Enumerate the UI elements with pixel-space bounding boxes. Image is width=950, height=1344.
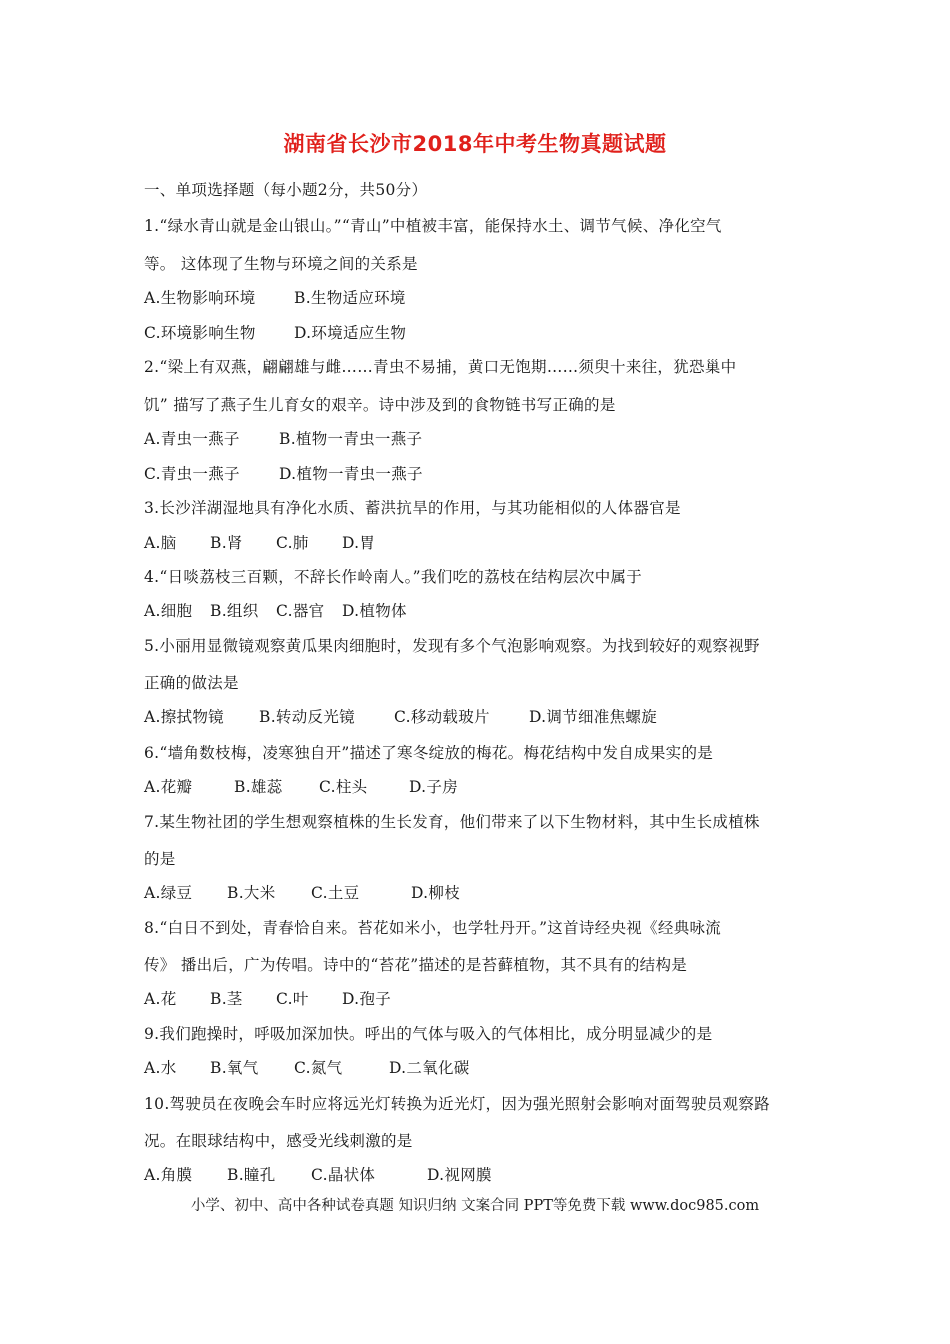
answer-option: B.茎: [210, 990, 243, 1008]
answer-option: B.生物适应环境: [294, 289, 406, 307]
answer-option: A.角膜: [144, 1166, 193, 1184]
answer-option: C.青虫一燕子: [144, 465, 240, 483]
question-stem: 6.“墙角数枝梅，凌寒独自开”描述了寒冬绽放的梅花。梅花结构中发自成果实的是: [144, 744, 714, 762]
question-stem: 3.长沙洋湖湿地具有净化水质、蓄洪抗旱的作用，与其功能相似的人体器官是: [144, 499, 681, 517]
question-stem: 饥” 描写了燕子生儿育女的艰辛。诗中涉及到的食物链书写正确的是: [144, 396, 616, 414]
answer-option: A.生物影响环境: [144, 289, 256, 307]
answer-option: B.肾: [210, 534, 243, 552]
answer-option: C.叶: [276, 990, 309, 1008]
answer-option: D.孢子: [342, 990, 392, 1008]
question-stem: 7.某生物社团的学生想观察植株的生长发育，他们带来了以下生物材料，其中生长成植株: [144, 813, 760, 831]
answer-option: B.转动反光镜: [259, 708, 355, 726]
question-stem: 8.“白日不到处，青春恰自来。苔花如米小，也学牡丹开。”这首诗经央视《经典咏流: [144, 919, 722, 937]
answer-option: B.氧气: [210, 1059, 259, 1077]
question-stem: 5.小丽用显微镜观察黄瓜果肉细胞时，发现有多个气泡影响观察。为找到较好的观察视野: [144, 637, 760, 655]
answer-option: D.胃: [342, 534, 376, 552]
answer-option: C.柱头: [319, 778, 368, 796]
answer-option: C.晶状体: [311, 1166, 376, 1184]
answer-option: B.植物一青虫一燕子: [279, 430, 423, 448]
answer-option: D.子房: [409, 778, 459, 796]
question-stem: 况。在眼球结构中，感受光线刺激的是: [144, 1132, 413, 1150]
answer-option: D.视网膜: [427, 1166, 492, 1184]
answer-option: A.脑: [144, 534, 177, 552]
question-stem: 1.“绿水青山就是金山银山。”“青山”中植被丰富，能保持水土、调节气候、净化空气: [144, 217, 722, 235]
question-stem: 9.我们跑操时，呼吸加深加快。呼出的气体与吸入的气体相比，成分明显减少的是: [144, 1025, 713, 1043]
question-stem: 2.“梁上有双燕，翩翩雄与雌……青虫不易捕，黄口无饱期……须臾十来往，犹恐巢中: [144, 358, 737, 376]
section-heading: 一、单项选择题（每小题2分，共50分）: [144, 181, 428, 199]
answer-option: A.擦拭物镜: [144, 708, 224, 726]
answer-option: C.器官: [276, 602, 325, 620]
answer-option: B.大米: [227, 884, 276, 902]
question-stem: 10.驾驶员在夜晚会车时应将远光灯转换为近光灯，因为强光照射会影响对面驾驶员观察路: [144, 1095, 770, 1113]
footer-text: 小学、初中、高中各种试卷真题 知识归纳 文案合同 PPT等免费下载 www.doc985.com: [190, 1198, 760, 1214]
answer-option: A.细胞: [144, 602, 193, 620]
answer-option: D.植物一青虫一燕子: [279, 465, 423, 483]
answer-option: A.花瓣: [144, 778, 193, 796]
question-stem: 正确的做法是: [144, 674, 239, 692]
answer-option: D.二氧化碳: [389, 1059, 470, 1077]
answer-option: C.氮气: [294, 1059, 343, 1077]
answer-option: C.移动载玻片: [394, 708, 490, 726]
answer-option: B.组织: [210, 602, 259, 620]
question-stem: 传》 播出后，广为传唱。诗中的“苔花”描述的是苔藓植物，其不具有的结构是: [144, 956, 688, 974]
answer-option: D.植物体: [342, 602, 407, 620]
answer-option: C.环境影响生物: [144, 324, 256, 342]
answer-option: A.水: [144, 1059, 177, 1077]
answer-option: D.环境适应生物: [294, 324, 407, 342]
answer-option: D.调节细准焦螺旋: [529, 708, 658, 726]
question-stem: 的是: [144, 850, 176, 868]
question-stem: 等。 这体现了生物与环境之间的关系是: [144, 255, 418, 273]
answer-option: A.花: [144, 990, 177, 1008]
question-stem: 4.“日啖荔枝三百颗，不辞长作岭南人。”我们吃的荔枝在结构层次中属于: [144, 568, 643, 586]
answer-option: B.瞳孔: [227, 1166, 276, 1184]
page-title: 湖南省长沙市2018年中考生物真题试题: [283, 132, 667, 156]
answer-option: A.青虫一燕子: [144, 430, 240, 448]
answer-option: B.雄蕊: [234, 778, 283, 796]
answer-option: A.绿豆: [144, 884, 193, 902]
answer-option: C.土豆: [311, 884, 360, 902]
answer-option: C.肺: [276, 534, 309, 552]
answer-option: D.柳枝: [411, 884, 461, 902]
